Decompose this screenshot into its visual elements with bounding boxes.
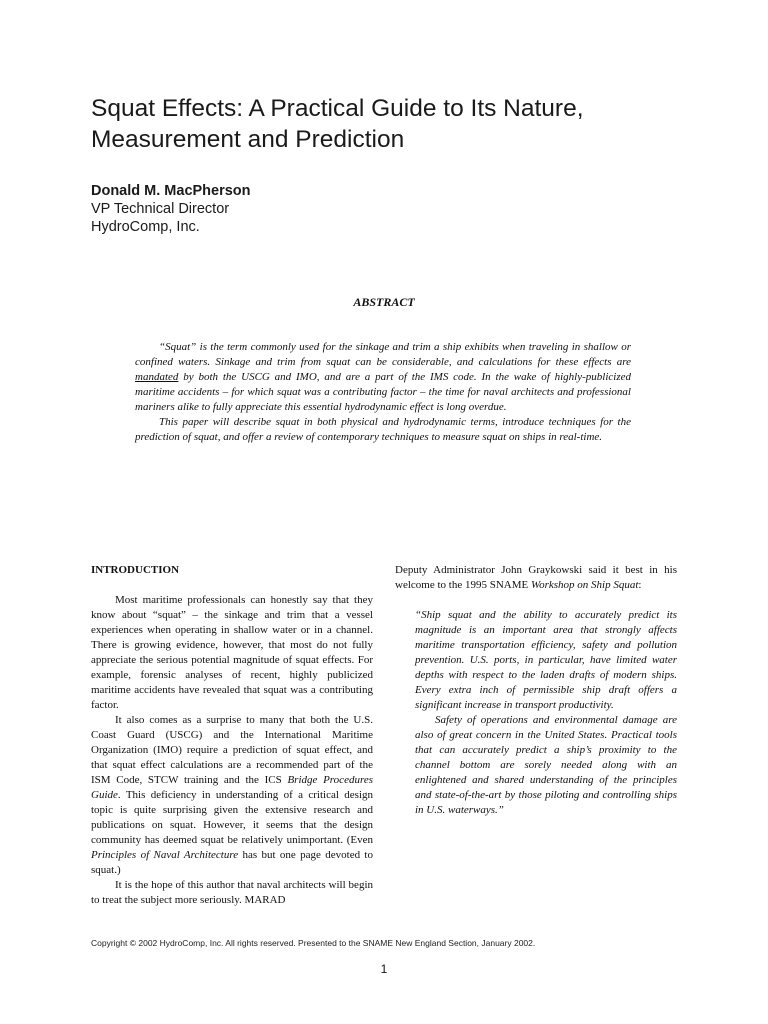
mandated-underline: mandated: [135, 371, 179, 383]
author-name: Donald M. MacPherson: [91, 183, 251, 199]
right-column: [395, 563, 677, 818]
paper-title: Squat Effects: A Practical Guide to Its Nature, Measurement and Prediction: [91, 95, 584, 153]
author-position: VP Technical Director: [91, 201, 230, 217]
abstract-body: [135, 340, 631, 445]
intro-paragraph-3: It is the hope of this author that naval architects will begin to treat the subject more seriously. MARAD: [91, 879, 373, 906]
intro-paragraph-4: Deputy Administrator John Graykowski said it best in his welcome to the 1995 SNAME Workshop on Ship Squat:: [395, 564, 677, 591]
author-company: HydroComp, Inc.: [91, 219, 200, 235]
abstract-paragraph-1: “Squat” is the term commonly used for the sinkage and trim a ship exhibits when traveling in shallow or confined waters. Sinkage and trim from squat can be considerable, and calculations for these effects are mandated by both the USCG and IMO, and are a part of the IMS code. In the wake of highly-publicized maritime accidents – for which squat was a contributing factor – the time for naval architects and professional mariners alike to fully appreciate this essential hydrodynamic effect is long overdue.: [135, 341, 631, 413]
introduction-heading: INTRODUCTION: [91, 564, 180, 576]
left-column: [91, 563, 373, 908]
author-block: [91, 182, 251, 236]
intro-paragraph-1: Most maritime professionals can honestly say that they know about “squat” – the sinkage and trim that a vessel experiences when operating in shallow water or in a channel. There is growing evidence, however, that most do not fully appreciate the serious potential magnitude of squat effects. For example, forensic analyses of recent, highly publicized maritime accidents have revealed that squat was a contributing factor.: [91, 594, 373, 711]
block-quote: [415, 608, 677, 818]
abstract-paragraph-2: This paper will describe squat in both physical and hydrodynamic terms, introduce techniques for the prediction of squat, and offer a review of contemporary techniques to measure squat on ships in real-time.: [135, 416, 631, 443]
page-number: 1: [380, 962, 388, 976]
copyright-footer: Copyright © 2002 HydroComp, Inc. All rights reserved. Presented to the SNAME New England Section, January 2002.: [91, 938, 536, 948]
quote-paragraph-1: “Ship squat and the ability to accurately predict its magnitude is an important area that strongly affects maritime transportation efficiency, safety and pollution prevention. U.S. ports, in particular, have limited water depths with respect to the laden drafts of modern ships. Every extra inch of permissible ship draft offers a significant increase in transport productivity.: [415, 609, 677, 711]
quote-paragraph-2: Safety of operations and environmental damage are also of great concern in the United States. Practical tools that can accurately predict a ship’s proximity to the channel bottom are sorely needed along with an enlightened and shared understanding of the principles and state-of-the-art by those piloting and controlling ships in U.S. waterways.”: [415, 714, 677, 816]
abstract-heading: ABSTRACT: [353, 295, 415, 309]
intro-paragraph-2: It also comes as a surprise to many that both the U.S. Coast Guard (USCG) and the International Maritime Organization (IMO) require a prediction of squat effect, and that squat effect calculations are a recommended part of the ISM Code, STCW training and the ICS Bridge Procedures Guide. This deficiency in understanding of a critical design topic is quite surprising given the extensive research and publications on squat. However, it seems that the design community has deemed squat be relatively unimportant. (Even Principles of Naval Architecture has but one page devoted to squat.): [91, 714, 373, 876]
